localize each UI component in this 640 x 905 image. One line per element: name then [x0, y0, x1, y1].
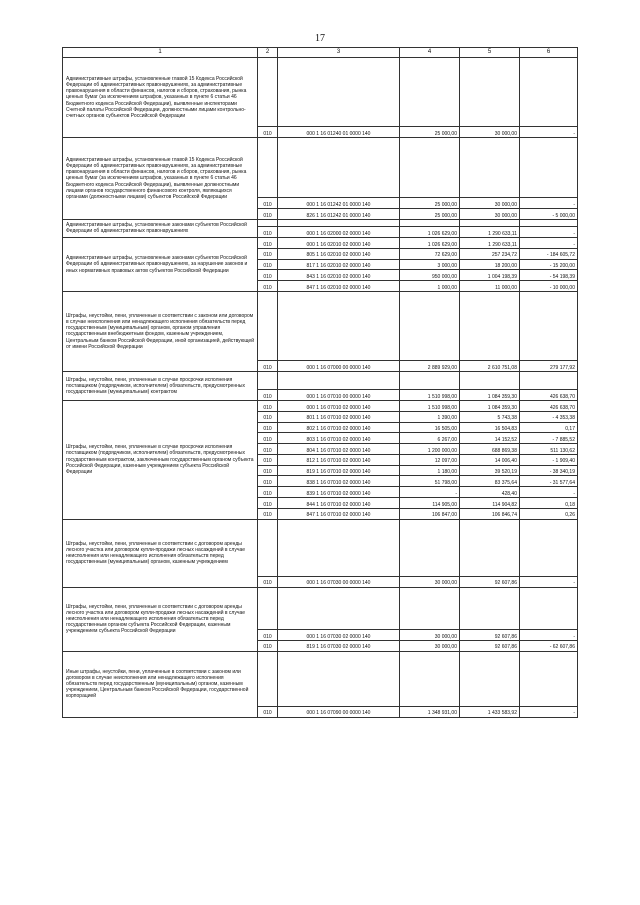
group-spacer-row	[63, 587, 578, 629]
deviation-amount: -	[520, 487, 578, 498]
deviation-amount: -	[520, 630, 578, 641]
row-description: Штрафы, неустойки, пени, уплаченные в случае просрочки исполнения поставщиком (подрядчиком, исполнителем) обязательств, предусмотренных государственным контрактом, заключенным государственным органом субъекта Российской Федерации, казенным учреждением субъекта Российской Федерации	[63, 400, 258, 519]
row-description: Иные штрафы, неустойки, пени, уплаченные в соответствии с законом или договором в случае неисполнения или ненадлежащего исполнения обязательств перед государственным (муниципальным) органом, казенным учреждением, Центральным банком Российской Федерации, государственной корпорацией	[63, 651, 258, 717]
row-description: Штрафы, неустойки, пени, уплаченные в случае просрочки исполнения поставщиком (подрядчиком, исполнителем) обязательств, предусмотренных государственным (муниципальным) контрактом	[63, 371, 258, 400]
empty-cell	[460, 219, 520, 226]
planned-amount: 30 000,00	[400, 576, 460, 587]
planned-amount: 1 510 998,00	[400, 400, 460, 411]
line-code: 010	[258, 198, 278, 209]
actual-amount: 30 000,00	[460, 127, 520, 138]
budget-code: 838 1 16 07010 02 0000 140	[278, 476, 400, 487]
group-spacer-row	[63, 219, 578, 226]
empty-cell	[258, 58, 278, 127]
planned-amount: 3 000,00	[400, 259, 460, 270]
planned-amount: 1 390,00	[400, 411, 460, 422]
deviation-amount: -	[520, 237, 578, 248]
line-code: 010	[258, 444, 278, 455]
empty-cell	[520, 587, 578, 629]
empty-cell	[460, 137, 520, 197]
line-code: 010	[258, 576, 278, 587]
actual-amount: 114 904,82	[460, 498, 520, 509]
deviation-amount: 0,17	[520, 422, 578, 433]
deviation-amount: - 54 198,39	[520, 270, 578, 281]
empty-cell	[278, 519, 400, 576]
group-spacer-row	[63, 137, 578, 197]
actual-amount: 257 234,72	[460, 248, 520, 259]
planned-amount: 25 000,00	[400, 127, 460, 138]
budget-code: 000 1 16 02000 02 0000 140	[278, 227, 400, 238]
header-cell: 5	[460, 48, 520, 58]
budget-code: 000 1 16 07030 02 0000 140	[278, 630, 400, 641]
row-description: Штрафы, неустойки, пени, уплаченные в соответствии с договором аренды лесного участка или договором купли-продажи лесных насаждений в случае неисполнения или ненадлежащего исполнения обязательств перед государственным органом субъекта Российской Федерации, казенным учреждением субъекта Российской Федерации	[63, 587, 258, 651]
budget-code: 839 1 16 07010 02 0000 140	[278, 487, 400, 498]
budget-code: 000 1 16 02010 02 0000 140	[278, 237, 400, 248]
deviation-amount: - 62 607,86	[520, 640, 578, 651]
actual-amount: 92 607,86	[460, 576, 520, 587]
empty-cell	[520, 651, 578, 706]
actual-amount: 14 152,52	[460, 433, 520, 444]
planned-amount: 30 000,00	[400, 630, 460, 641]
table-row	[63, 237, 578, 248]
empty-cell	[278, 137, 400, 197]
budget-code: 000 1 16 07030 00 0000 140	[278, 576, 400, 587]
budget-code: 847 1 16 07010 02 0000 140	[278, 508, 400, 519]
empty-cell	[400, 651, 460, 706]
actual-amount: 14 006,40	[460, 454, 520, 465]
budget-code: 805 1 16 02010 02 0000 140	[278, 248, 400, 259]
actual-amount: 11 000,00	[460, 281, 520, 292]
deviation-amount: 0,18	[520, 498, 578, 509]
line-code: 010	[258, 127, 278, 138]
empty-cell	[400, 219, 460, 226]
empty-cell	[520, 137, 578, 197]
actual-amount: 428,40	[460, 487, 520, 498]
row-description: Административные штрафы, установленные законами субъектов Российской Федерации об административных правонарушениях, за нарушение законов и иных нормативных правовых актов субъектов Российской Федерации	[63, 237, 258, 291]
planned-amount: 1 000,00	[400, 281, 460, 292]
planned-amount: 106 847,00	[400, 508, 460, 519]
actual-amount: 30 000,00	[460, 209, 520, 220]
budget-code: 000 1 16 07090 00 0000 140	[278, 706, 400, 717]
empty-cell	[520, 219, 578, 226]
deviation-amount: 426 638,70	[520, 400, 578, 411]
planned-amount: -	[400, 487, 460, 498]
group-spacer-row	[63, 58, 578, 127]
deviation-amount: - 184 605,72	[520, 248, 578, 259]
header-cell: 4	[400, 48, 460, 58]
budget-code: 844 1 16 07010 02 0000 140	[278, 498, 400, 509]
line-code: 010	[258, 706, 278, 717]
deviation-amount: 0,26	[520, 508, 578, 519]
budget-code: 000 1 16 01242 01 0000 140	[278, 198, 400, 209]
empty-cell	[460, 587, 520, 629]
planned-amount: 114 905,00	[400, 498, 460, 509]
budget-code: 804 1 16 07010 02 0000 140	[278, 444, 400, 455]
empty-cell	[278, 219, 400, 226]
line-code: 010	[258, 237, 278, 248]
table-row	[63, 400, 578, 411]
budget-code: 843 1 16 02010 02 0000 140	[278, 270, 400, 281]
empty-cell	[460, 371, 520, 389]
group-spacer-row	[63, 651, 578, 706]
planned-amount: 72 629,00	[400, 248, 460, 259]
planned-amount: 25 000,00	[400, 198, 460, 209]
empty-cell	[258, 519, 278, 576]
deviation-amount: - 1 909,40	[520, 454, 578, 465]
line-code: 010	[258, 487, 278, 498]
planned-amount: 51 798,00	[400, 476, 460, 487]
empty-cell	[278, 58, 400, 127]
empty-cell	[520, 58, 578, 127]
budget-code: 802 1 16 07010 02 0000 140	[278, 422, 400, 433]
line-code: 010	[258, 259, 278, 270]
planned-amount: 2 889 929,00	[400, 361, 460, 372]
planned-amount: 1 026 629,00	[400, 227, 460, 238]
group-spacer-row	[63, 519, 578, 576]
empty-cell	[400, 587, 460, 629]
deviation-amount: - 5 000,00	[520, 209, 578, 220]
row-description: Штрафы, неустойки, пени, уплаченные в соответствии с договором аренды лесного участка или договором купли-продажи лесных насаждений в случае неисполнения или ненадлежащего исполнения обязательств перед государственным (муниципальным) органом, казенным учреждением	[63, 519, 258, 587]
actual-amount: 92 607,86	[460, 630, 520, 641]
actual-amount: 18 200,00	[460, 259, 520, 270]
budget-code: 000 1 16 07010 00 0000 140	[278, 390, 400, 401]
line-code: 010	[258, 270, 278, 281]
empty-cell	[520, 519, 578, 576]
actual-amount: 1 004 198,39	[460, 270, 520, 281]
actual-amount: 39 520,19	[460, 465, 520, 476]
empty-cell	[258, 219, 278, 226]
line-code: 010	[258, 433, 278, 444]
actual-amount: 1 433 583,92	[460, 706, 520, 717]
budget-code: 847 1 16 02010 02 0000 140	[278, 281, 400, 292]
actual-amount: 1 290 633,11	[460, 227, 520, 238]
budget-code: 801 1 16 07010 02 0000 140	[278, 411, 400, 422]
line-code: 010	[258, 400, 278, 411]
actual-amount: 1 084 359,30	[460, 390, 520, 401]
empty-cell	[258, 291, 278, 360]
actual-amount: 2 610 751,08	[460, 361, 520, 372]
deviation-amount: -	[520, 706, 578, 717]
budget-code: 000 1 16 07010 02 0000 140	[278, 400, 400, 411]
budget-code: 819 1 16 07030 02 0000 140	[278, 640, 400, 651]
deviation-amount: - 31 577,64	[520, 476, 578, 487]
revenue-table	[62, 47, 578, 718]
empty-cell	[520, 371, 578, 389]
line-code: 010	[258, 498, 278, 509]
planned-amount: 1 180,00	[400, 465, 460, 476]
deviation-amount: - 10 000,00	[520, 281, 578, 292]
line-code: 010	[258, 248, 278, 259]
budget-code: 803 1 16 07010 02 0000 140	[278, 433, 400, 444]
deviation-amount: 279 177,92	[520, 361, 578, 372]
planned-amount: 12 097,00	[400, 454, 460, 465]
actual-amount: 92 607,86	[460, 640, 520, 651]
line-code: 010	[258, 508, 278, 519]
planned-amount: 16 505,00	[400, 422, 460, 433]
row-description: Административные штрафы, установленные главой 15 Кодекса Российской Федерации об административных правонарушениях, за административные правонарушения в области финансов, налогов и сборов, страхования, рынка ценных бумаг (за исключением штрафов, указанных в пункте 6 статьи 46 Бюджетного кодекса Российской Федерации), выявленные должностными лицами органов государственного финансового контроля, являющихся органами (должностными лицами) субъектов Российской Федерации	[63, 137, 258, 219]
actual-amount: 1 084 359,30	[460, 400, 520, 411]
planned-amount: 25 000,00	[400, 209, 460, 220]
header-cell: 2	[258, 48, 278, 58]
empty-cell	[278, 371, 400, 389]
empty-cell	[460, 519, 520, 576]
line-code: 010	[258, 422, 278, 433]
empty-cell	[400, 137, 460, 197]
budget-code: 812 1 16 07010 02 0000 140	[278, 454, 400, 465]
planned-amount: 30 000,00	[400, 640, 460, 651]
deviation-amount: - 38 340,19	[520, 465, 578, 476]
deviation-amount: -	[520, 127, 578, 138]
empty-cell	[400, 519, 460, 576]
page-number: 17	[315, 33, 325, 44]
line-code: 010	[258, 454, 278, 465]
deviation-amount: 426 638,70	[520, 390, 578, 401]
planned-amount: 1 510 998,00	[400, 390, 460, 401]
empty-cell	[278, 587, 400, 629]
line-code: 010	[258, 630, 278, 641]
empty-cell	[258, 137, 278, 197]
deviation-amount: - 7 885,52	[520, 433, 578, 444]
header-cell: 1	[63, 48, 258, 58]
empty-cell	[278, 291, 400, 360]
actual-amount: 1 290 633,11	[460, 237, 520, 248]
empty-cell	[400, 371, 460, 389]
line-code: 010	[258, 361, 278, 372]
actual-amount: 106 846,74	[460, 508, 520, 519]
group-spacer-row	[63, 291, 578, 360]
header-row	[63, 48, 578, 58]
budget-code: 819 1 16 07010 02 0000 140	[278, 465, 400, 476]
budget-code: 817 1 16 02010 02 0000 140	[278, 259, 400, 270]
deviation-amount: -	[520, 227, 578, 238]
actual-amount: 16 504,83	[460, 422, 520, 433]
empty-cell	[460, 58, 520, 127]
line-code: 010	[258, 227, 278, 238]
planned-amount: 1 026 629,00	[400, 237, 460, 248]
deviation-amount: 511 130,62	[520, 444, 578, 455]
actual-amount: 83 375,64	[460, 476, 520, 487]
row-description: Административные штрафы, установленные законами субъектов Российской Федерации об административных правонарушениях	[63, 219, 258, 237]
planned-amount: 950 000,00	[400, 270, 460, 281]
line-code: 010	[258, 390, 278, 401]
empty-cell	[278, 651, 400, 706]
budget-code: 826 1 16 01242 01 0000 140	[278, 209, 400, 220]
line-code: 010	[258, 476, 278, 487]
empty-cell	[400, 58, 460, 127]
line-code: 010	[258, 281, 278, 292]
empty-cell	[258, 371, 278, 389]
row-description: Штрафы, неустойки, пени, уплаченные в соответствии с законом или договором в случае неисполнения или ненадлежащего исполнения обязательств перед государственным (муниципальным) органом, органом управления государственным внебюджетным фондом, казенным учреждением, Центральным банком Российской Федерации, иной организацией, действующей от имени Российской Федерации	[63, 291, 258, 371]
empty-cell	[258, 587, 278, 629]
planned-amount: 1 348 931,00	[400, 706, 460, 717]
budget-code: 000 1 16 01240 01 0000 140	[278, 127, 400, 138]
line-code: 010	[258, 465, 278, 476]
group-spacer-row	[63, 371, 578, 389]
actual-amount: 688 869,38	[460, 444, 520, 455]
planned-amount: 6 267,00	[400, 433, 460, 444]
line-code: 010	[258, 209, 278, 220]
empty-cell	[400, 291, 460, 360]
budget-code: 000 1 16 07000 00 0000 140	[278, 361, 400, 372]
header-cell: 6	[520, 48, 578, 58]
planned-amount: 1 200 000,00	[400, 444, 460, 455]
empty-cell	[520, 291, 578, 360]
empty-cell	[460, 291, 520, 360]
actual-amount: 30 000,00	[460, 198, 520, 209]
deviation-amount: - 15 200,00	[520, 259, 578, 270]
row-description: Административные штрафы, установленные главой 15 Кодекса Российской Федерации об административных правонарушениях, за административные правонарушения в области финансов, налогов и сборов, страхования, рынка ценных бумаг (за исключением штрафов, указанных в пункте 6 статьи 46 Бюджетного кодекса Российской Федерации), выявленные инспекторами Счетной палаты Российской Федерации, должностными лицами контрольно-счетных органов субъектов Российской Федерации	[63, 58, 258, 138]
actual-amount: 5 743,38	[460, 411, 520, 422]
deviation-amount: -	[520, 576, 578, 587]
table-body	[63, 48, 578, 718]
empty-cell	[258, 651, 278, 706]
deviation-amount: -	[520, 198, 578, 209]
empty-cell	[460, 651, 520, 706]
deviation-amount: - 4 353,38	[520, 411, 578, 422]
line-code: 010	[258, 411, 278, 422]
line-code: 010	[258, 640, 278, 651]
header-cell: 3	[278, 48, 400, 58]
